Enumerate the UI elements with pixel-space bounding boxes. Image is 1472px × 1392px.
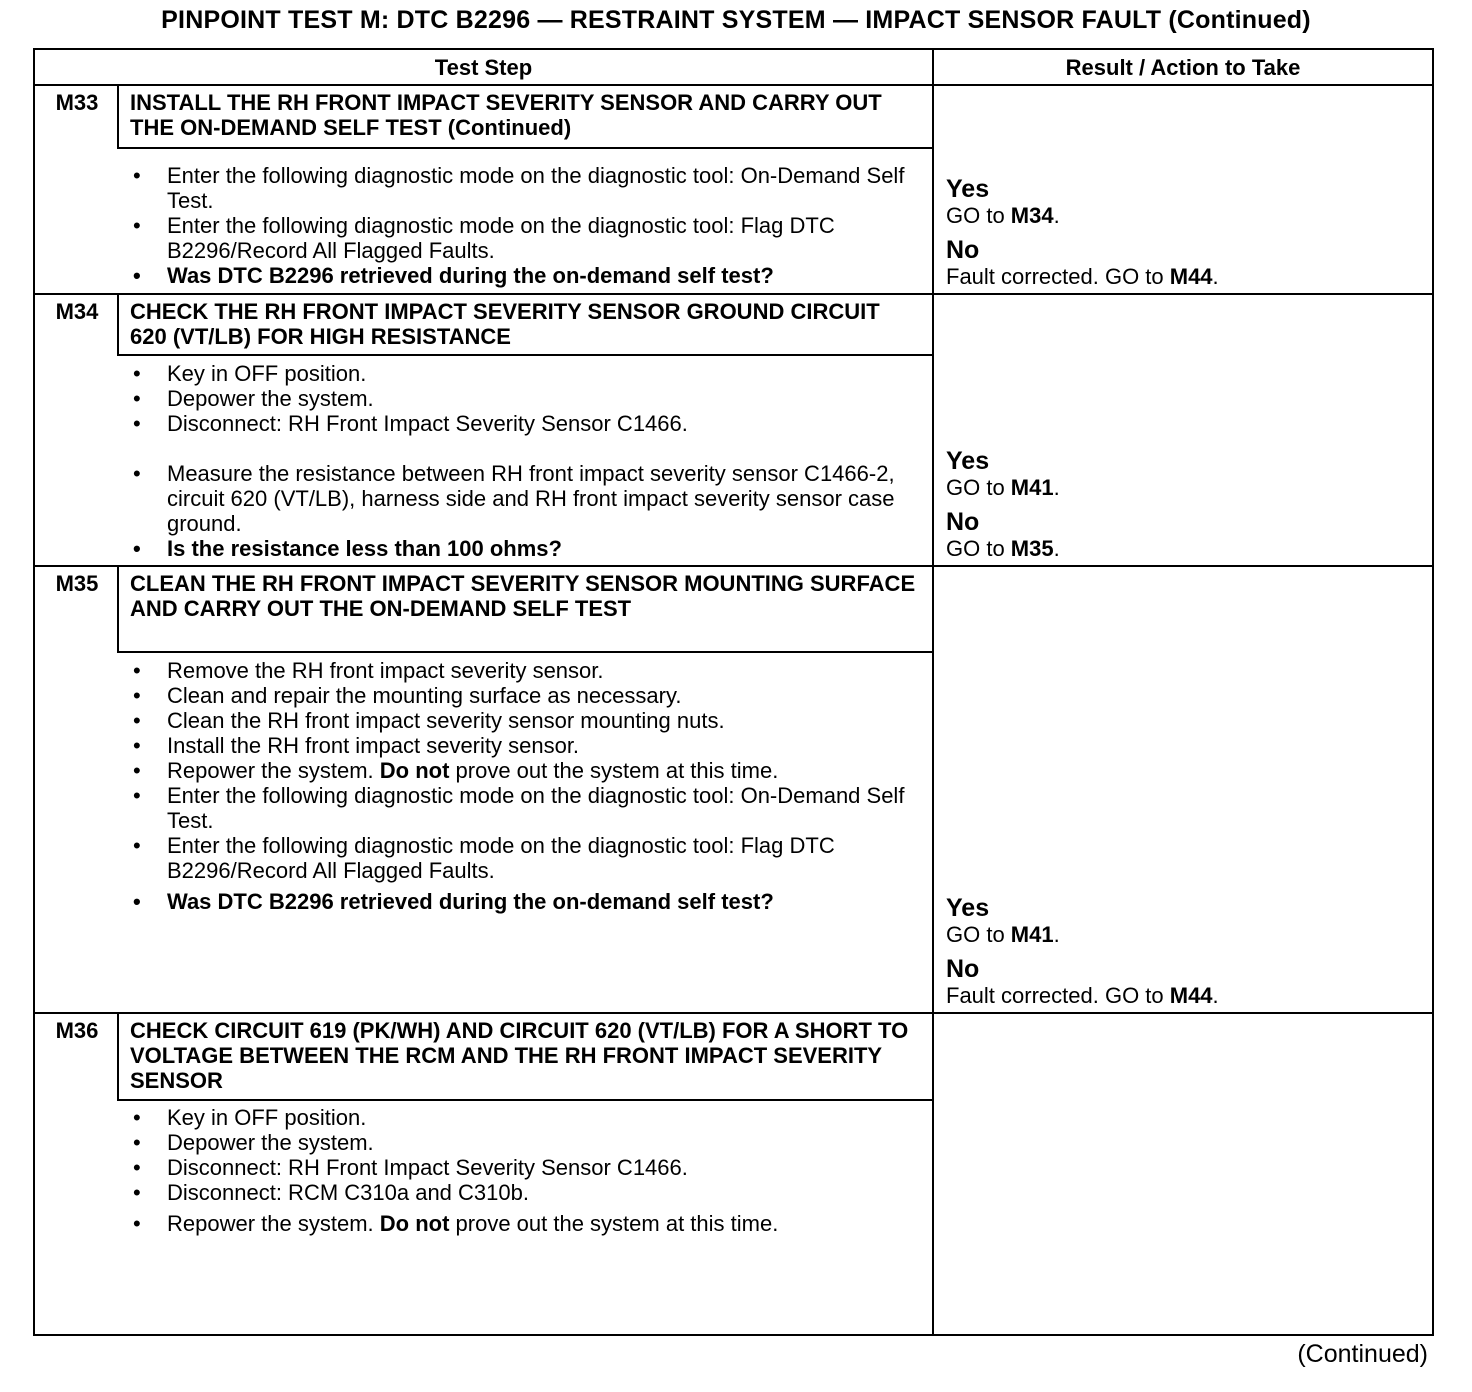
step-instructions-m34 bbox=[125, 361, 925, 561]
step-heading-m35: CLEAN THE RH FRONT IMPACT SEVERITY SENSOR MOUNTING SURFACE AND CARRY OUT THE ON-DEMAND SELF TEST bbox=[130, 571, 916, 621]
step-divider bbox=[35, 293, 1432, 295]
column-header-test-step: Test Step bbox=[434, 55, 533, 80]
instruction-item: • Remove the RH front impact severity sensor. bbox=[125, 658, 925, 683]
instruction-item: • Enter the following diagnostic mode on the diagnostic tool: On-Demand Self Test. bbox=[125, 783, 925, 833]
no-target: M35 bbox=[1010, 536, 1054, 561]
instruction-question: • Is the resistance less than 100 ohms? bbox=[125, 536, 925, 561]
column-header-result: Result / Action to Take bbox=[1065, 55, 1301, 80]
step-instructions-m35 bbox=[125, 658, 925, 914]
yes-target: M34 bbox=[1010, 203, 1054, 228]
instruction-item: • Depower the system. bbox=[125, 1130, 925, 1155]
yes-action: GO to M41. bbox=[946, 922, 1060, 947]
instruction-item: • Key in OFF position. bbox=[125, 361, 925, 386]
continued-footer: (Continued) bbox=[1297, 1340, 1428, 1368]
instruction-item: • Clean the RH front impact severity sensor mounting nuts. bbox=[125, 708, 925, 733]
instruction-item: • Repower the system. Do not prove out the system at this time. bbox=[125, 758, 925, 783]
no-target: M44 bbox=[1169, 983, 1213, 1008]
instruction-item: • Disconnect: RCM C310a and C310b. bbox=[125, 1180, 925, 1205]
yes-target: M41 bbox=[1010, 475, 1054, 500]
step-instructions-m33 bbox=[125, 163, 925, 288]
instruction-item: • Install the RH front impact severity sensor. bbox=[125, 733, 925, 758]
step-divider bbox=[35, 1012, 1432, 1014]
step-heading-m34: CHECK THE RH FRONT IMPACT SEVERITY SENSOR GROUND CIRCUIT 620 (VT/LB) FOR HIGH RESISTANCE bbox=[130, 299, 880, 349]
yes-action: GO to M34. bbox=[946, 203, 1060, 228]
step-heading-divider bbox=[117, 1099, 932, 1101]
instruction-item: • Enter the following diagnostic mode on the diagnostic tool: Flag DTC B2296/Record All Flagged Faults. bbox=[125, 833, 925, 883]
instruction-item: • Disconnect: RH Front Impact Severity Sensor C1466. bbox=[125, 411, 925, 436]
pinpoint-test-table bbox=[33, 48, 1434, 1336]
result-m34 bbox=[946, 447, 1406, 569]
yes-action: GO to M41. bbox=[946, 475, 1060, 500]
no-target: M44 bbox=[1169, 264, 1213, 289]
warning-emphasis: Do not bbox=[379, 758, 450, 783]
instruction-item: • Depower the system. bbox=[125, 386, 925, 411]
page-title: PINPOINT TEST M: DTC B2296 — RESTRAINT SYSTEM — IMPACT SENSOR FAULT (Continued) bbox=[161, 6, 1311, 34]
header-divider bbox=[35, 84, 1432, 86]
instruction-question: • Was DTC B2296 retrieved during the on-demand self test? bbox=[125, 263, 925, 288]
instruction-item: • Clean and repair the mounting surface as necessary. bbox=[125, 683, 925, 708]
yes-label: Yes bbox=[946, 894, 990, 922]
step-heading-m36: CHECK CIRCUIT 619 (PK/WH) AND CIRCUIT 620 (VT/LB) FOR A SHORT TO VOLTAGE BETWEEN THE RCM AND THE RH FRONT IMPACT SEVERITY SENSOR bbox=[130, 1018, 909, 1093]
warning-emphasis: Do not bbox=[379, 1211, 450, 1236]
step-divider bbox=[35, 565, 1432, 567]
instruction-item: • Enter the following diagnostic mode on the diagnostic tool: On-Demand Self Test. bbox=[125, 163, 925, 213]
step-number-m35: M35 bbox=[55, 571, 99, 596]
instruction-item: • Enter the following diagnostic mode on the diagnostic tool: Flag DTC B2296/Record All Flagged Faults. bbox=[125, 213, 925, 263]
step-number-m34: M34 bbox=[55, 299, 99, 324]
result-m35 bbox=[946, 894, 1406, 1016]
step-heading-divider bbox=[117, 651, 932, 653]
step-heading-divider bbox=[117, 147, 932, 149]
instruction-question: • Was DTC B2296 retrieved during the on-demand self test? bbox=[125, 889, 925, 914]
step-heading-m33: INSTALL THE RH FRONT IMPACT SEVERITY SENSOR AND CARRY OUT THE ON-DEMAND SELF TEST (Continued) bbox=[130, 90, 882, 140]
no-action: Fault corrected. GO to M44. bbox=[946, 983, 1219, 1008]
step-number-m36: M36 bbox=[55, 1018, 99, 1043]
yes-target: M41 bbox=[1010, 922, 1054, 947]
step-instructions-m36 bbox=[125, 1105, 925, 1236]
yes-label: Yes bbox=[946, 447, 990, 475]
no-action: Fault corrected. GO to M44. bbox=[946, 264, 1219, 289]
no-label: No bbox=[946, 508, 980, 536]
instruction-item: • Measure the resistance between RH front impact severity sensor C1466-2, circuit 620 (VT/LB), harness side and RH front impact severity sensor case ground. bbox=[125, 461, 925, 536]
instruction-item: • Disconnect: RH Front Impact Severity Sensor C1466. bbox=[125, 1155, 925, 1180]
yes-label: Yes bbox=[946, 175, 990, 203]
no-action: GO to M35. bbox=[946, 536, 1060, 561]
column-divider bbox=[932, 50, 934, 1334]
step-heading-divider bbox=[117, 354, 932, 356]
no-label: No bbox=[946, 236, 980, 264]
instruction-item: • Repower the system. Do not prove out the system at this time. bbox=[125, 1211, 925, 1236]
step-number-m33: M33 bbox=[55, 90, 99, 115]
instruction-item: • Key in OFF position. bbox=[125, 1105, 925, 1130]
result-m33 bbox=[946, 175, 1406, 297]
no-label: No bbox=[946, 955, 980, 983]
